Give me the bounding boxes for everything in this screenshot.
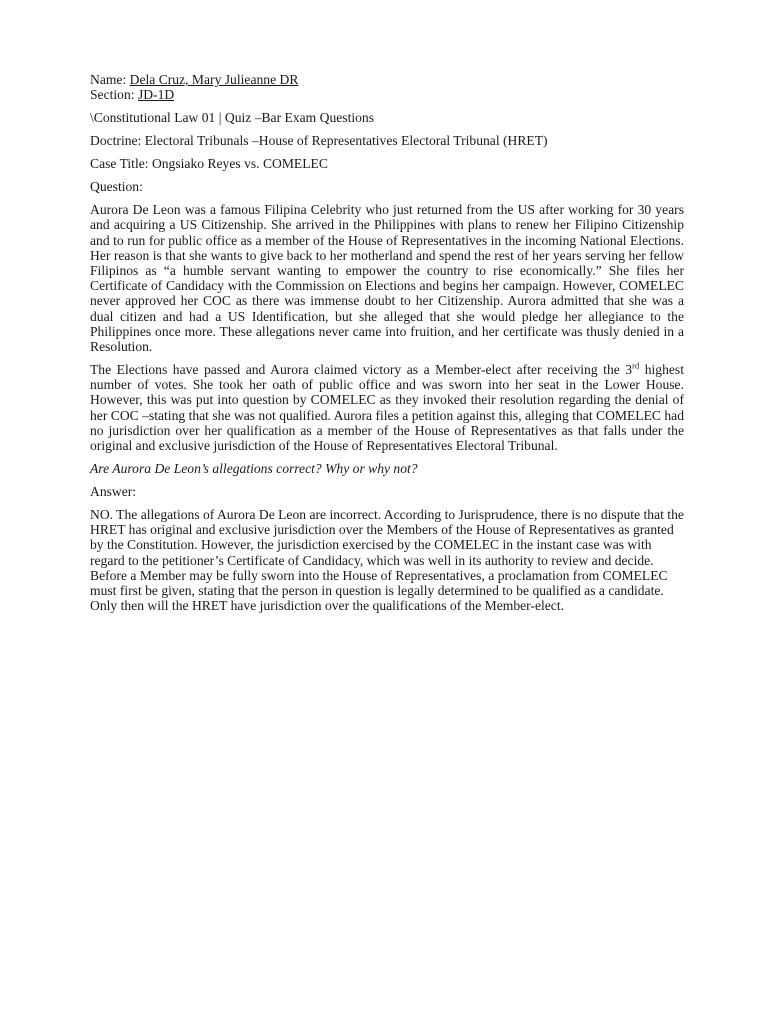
- question-prompt: Are Aurora De Leon’s allegations correct? Why or why not?: [90, 461, 418, 477]
- answer-paragraph: NO. The allegations of Aurora De Leon are incorrect. According to Jurisprudence, there is no dispute that the HRET has original and exclusive jurisdiction over the Members of the House of Representatives as granted by the Constitution. However, the jurisdiction exercised by the COMELEC in the instant case was with regard to the petitioner’s Certificate of Candidacy, which was well in its authority to review and decide. Before a Member may be fully sworn into the House of Representatives, a proclamation from COMELEC must first be given, stating that the person in question is legally determined to be qualified as a candidate. Only then will the HRET have jurisdiction over the qualifications of the Member-elect.: [90, 507, 684, 614]
- case-title-line: Case Title: Ongsiako Reyes vs. COMELEC: [90, 156, 328, 172]
- question-paragraph-2-rest: highest number of votes. She took her oath of public office and was sworn into her seat in the Lower House. However, this was put into question by COMELEC as they invoked their resolution regarding the denial of her COC –stating that she was not qualified. Aurora files a petition against this, alleging that COMELEC had no jurisdiction over her qualification as a member of the House of Representatives as that falls under the original and exclusive jurisdiction of the House of Representatives Electoral Tribunal.: [90, 362, 684, 454]
- name-line: [90, 72, 684, 87]
- question-paragraph-1: Aurora De Leon was a famous Filipina Celebrity who just returned from the US after working for 30 years and acquiring a US Citizenship. She arrived in the Philippines with plans to renew her Filipino Citizenship and to run for public office as a member of the House of Representatives in the incoming National Elections. Her reason is that she wants to give back to her motherland and spend the rest of her years serving her fellow Filipinos as “a humble servant wanting to empower the country to rise economically.” She files her Certificate of Candidacy with the Commission on Elections and begins her campaign. However, COMELEC never approved her COC as there was immense doubt to her Citizenship. Aurora admitted that she was a dual citizen and had a US Identification, but she alleged that she would pledge her allegiance to the Philippines once more. These allegations never came into fruition, and her certificate was thusly denied in a Resolution.: [90, 202, 684, 355]
- section-label: Section:: [90, 87, 138, 103]
- ordinal-suffix: rd: [632, 360, 640, 371]
- question-label: Question:: [90, 179, 143, 195]
- course-line: \Constitutional Law 01 | Quiz –Bar Exam Questions: [90, 110, 375, 126]
- name-label: Name:: [90, 72, 130, 87]
- doctrine-line: Doctrine: Electoral Tribunals –House of Representatives Electoral Tribunal (HRET): [90, 133, 548, 149]
- section-line: [90, 87, 684, 102]
- question-paragraph-2: [90, 362, 684, 453]
- question-paragraph-2-start: The Elections have passed and Aurora claimed victory as a Member-elect after receiving the 3: [90, 362, 633, 378]
- name-value: Dela Cruz, Mary Julieanne DR: [129, 72, 299, 87]
- answer-label: Answer:: [90, 484, 137, 500]
- document-body: [90, 72, 684, 621]
- section-value: JD-1D: [137, 87, 175, 103]
